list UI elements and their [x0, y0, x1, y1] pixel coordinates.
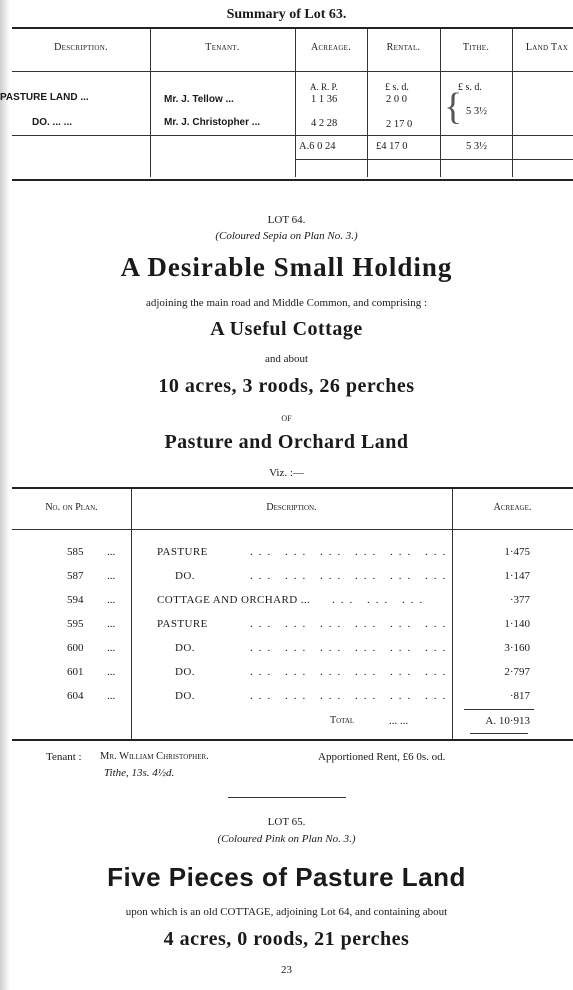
plan-number: 604 — [67, 690, 84, 702]
summary-tithe-shared: 5 3½ — [466, 106, 487, 117]
plan-leader-dots: ... ... ... ... ... ... — [250, 666, 452, 678]
plan-number: 600 — [67, 642, 84, 654]
summary-row-rental: 2 0 0 — [386, 94, 407, 105]
lot64-area: 10 acres, 3 roods, 26 perches — [158, 375, 415, 397]
total-label: Total — [330, 715, 355, 726]
plan-row — [12, 570, 573, 586]
plan-leader-dots: ... ... ... ... ... ... — [250, 690, 452, 702]
plan-leader-dots: ... ... ... — [332, 594, 429, 606]
plan-description: PASTURE — [157, 546, 208, 558]
plan-acreage: 2·797 — [504, 666, 530, 678]
rental-units: £ s. d. — [385, 82, 409, 93]
summary-total-rule-bottom — [295, 159, 573, 160]
summary-row-tenant: Mr. J. Tellow ... — [164, 94, 234, 105]
plan-description: DO. — [175, 690, 195, 702]
lot64-of: OF — [281, 414, 292, 423]
plan-row — [12, 666, 573, 682]
summary-header-description: Description. — [54, 42, 108, 53]
lot64-plan-note: (Coloured Sepia on Plan No. 3.) — [215, 230, 358, 242]
lot64-cottage-heading: A Useful Cottage — [210, 318, 363, 340]
lot65-area: 4 acres, 0 roods, 21 perches — [163, 928, 410, 950]
plan-row — [12, 618, 573, 634]
plan-number: 595 — [67, 618, 84, 630]
plan-description: COTTAGE AND ORCHARD ... — [157, 594, 311, 606]
plan-header-rule — [12, 529, 573, 530]
plan-dots: ... — [107, 666, 116, 678]
page-number: 23 — [281, 964, 292, 976]
summary-row-description: DO. ... ... — [32, 117, 73, 128]
section-divider — [228, 797, 346, 798]
plan-description: DO. — [175, 570, 195, 582]
total-rule — [464, 709, 534, 710]
plan-row — [12, 546, 573, 562]
plan-dots: ... — [107, 546, 116, 558]
summary-header-rule — [12, 71, 573, 72]
plan-table — [12, 487, 573, 741]
plan-header-description: Description. — [266, 502, 317, 513]
plan-header-acreage: Acreage. — [493, 502, 532, 513]
plan-leader-dots: ... ... ... ... ... ... — [250, 546, 452, 558]
tithe-bracket: { — [444, 86, 463, 128]
summary-header-tithe: Tithe. — [462, 42, 490, 53]
summary-header-land-tax: Land Tax — [525, 42, 569, 53]
summary-row-acreage: 1 1 36 — [311, 94, 338, 105]
acreage-units: A. R. P. — [310, 82, 338, 92]
plan-number: 587 — [67, 570, 84, 582]
plan-total-row — [12, 715, 573, 731]
lot64-adjoining-text: adjoining the main road and Middle Common, and comprising : — [145, 297, 428, 309]
summary-total-acreage: A.6 0 24 — [299, 141, 336, 152]
lot64-title: A Desirable Small Holding — [120, 252, 453, 282]
plan-row — [12, 642, 573, 658]
summary-row-description: PASTURE LAND ... — [0, 92, 89, 103]
summary-total-tithe: 5 3½ — [466, 141, 487, 152]
summary-title: Summary of Lot 63. — [226, 7, 347, 22]
plan-dots: ... — [107, 570, 116, 582]
plan-acreage: 1·147 — [504, 570, 530, 582]
plan-leader-dots: ... ... ... ... ... ... — [250, 618, 452, 630]
summary-row-acreage: 4 2 28 — [311, 118, 338, 129]
apportioned-rent: Apportioned Rent, £6 0s. od. — [318, 751, 446, 763]
plan-dots: ... — [107, 618, 116, 630]
total-dots: ... ... — [389, 715, 409, 727]
tenant-label: Tenant : — [46, 751, 82, 763]
total-underline — [470, 733, 528, 734]
summary-table — [0, 27, 573, 181]
summary-total-rule-top — [12, 135, 573, 136]
lot64-and-about: and about — [264, 353, 309, 365]
plan-leader-dots: ... ... ... ... ... ... — [250, 570, 452, 582]
lot65-label: LOT 65. — [267, 816, 306, 828]
summary-total-rental: £4 17 0 — [376, 141, 408, 152]
summary-header-rental: Rental. — [386, 42, 421, 53]
plan-row — [12, 690, 573, 706]
plan-acreage: ·377 — [509, 594, 530, 606]
plan-dots: ... — [107, 690, 116, 702]
lot64-viz: Viz. :— — [269, 467, 304, 479]
plan-acreage: 1·475 — [504, 546, 530, 558]
plan-number: 585 — [67, 546, 84, 558]
plan-dots: ... — [107, 594, 116, 606]
plan-description: DO. — [175, 642, 195, 654]
lot64-label: LOT 64. — [267, 214, 306, 226]
plan-number: 594 — [67, 594, 84, 606]
tithe-units: £ s. d. — [458, 82, 482, 93]
plan-description: PASTURE — [157, 618, 208, 630]
plan-row — [12, 594, 573, 610]
tithe-note: Tithe, 13s. 4½d. — [104, 767, 175, 779]
summary-header-acreage: Acreage. — [310, 42, 352, 53]
lot65-title: Five Pieces of Pasture Land — [107, 862, 466, 892]
plan-dots: ... — [107, 642, 116, 654]
plan-acreage: ·817 — [509, 690, 530, 702]
lot64-land-heading: Pasture and Orchard Land — [164, 431, 409, 453]
plan-number: 601 — [67, 666, 84, 678]
plan-acreage: 1·140 — [504, 618, 530, 630]
summary-row-rental: 2 17 0 — [386, 119, 413, 130]
total-acreage: A. 10·913 — [485, 715, 530, 727]
plan-description: DO. — [175, 666, 195, 678]
plan-acreage: 3·160 — [504, 642, 530, 654]
summary-header-tenant: Tenant. — [205, 42, 240, 53]
tenant-name: Mr. William Christopher. — [100, 751, 209, 762]
lot65-description: upon which is an old COTTAGE, adjoining Lot 64, and containing about — [125, 906, 448, 918]
plan-header-no: No. on Plan. — [45, 502, 98, 513]
lot65-plan-note: (Coloured Pink on Plan No. 3.) — [217, 833, 356, 845]
summary-row-tenant: Mr. J. Christopher ... — [164, 117, 261, 128]
plan-leader-dots: ... ... ... ... ... ... — [250, 642, 452, 654]
